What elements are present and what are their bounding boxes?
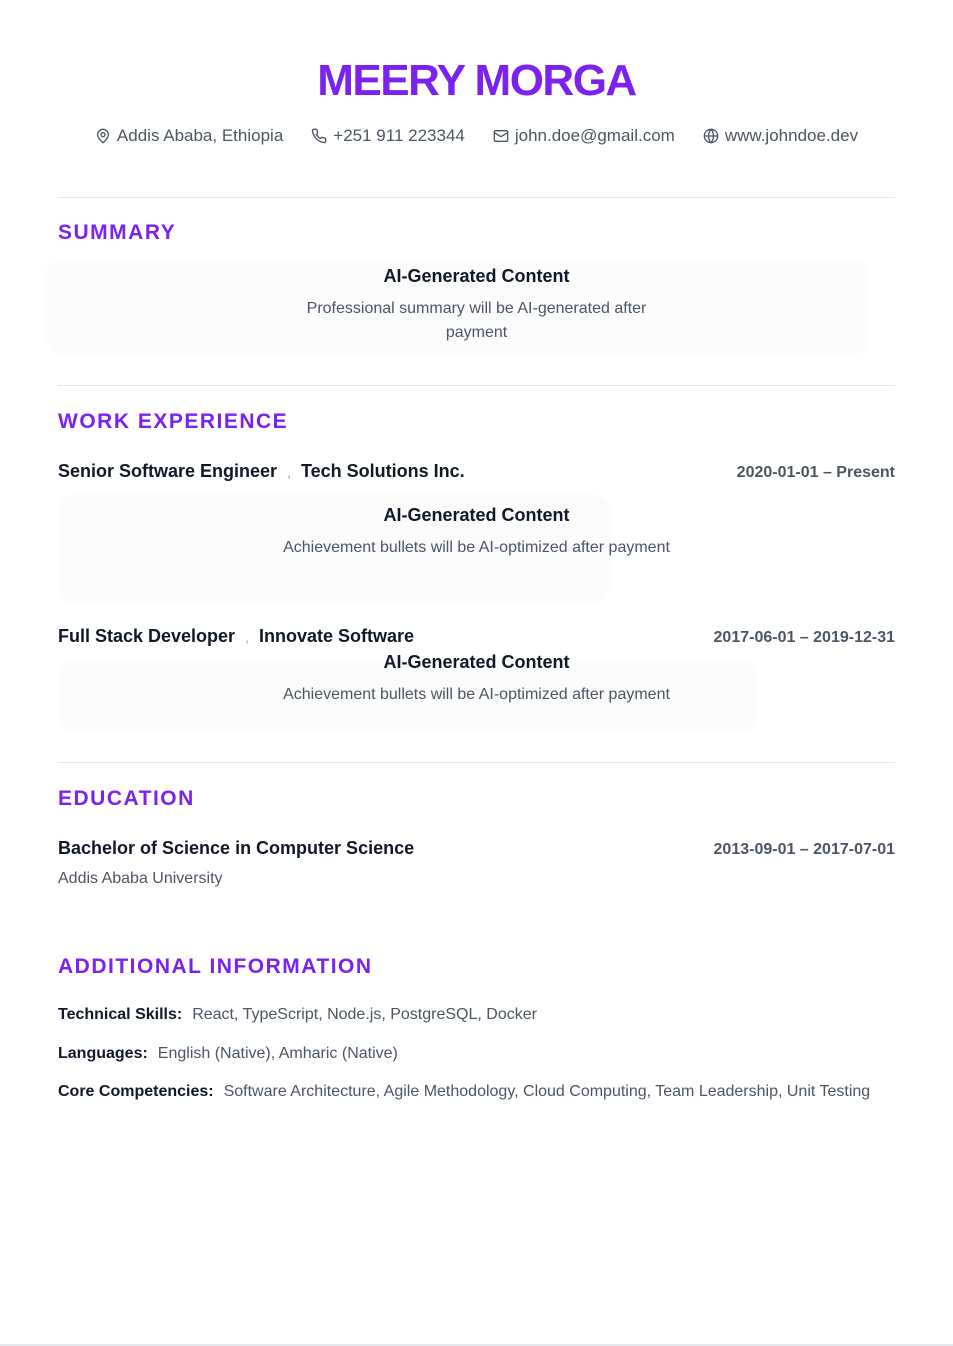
separator: , bbox=[287, 464, 291, 480]
candidate-name: MEERY MORGA bbox=[317, 56, 636, 105]
info-label: Core Competencies: bbox=[58, 1083, 214, 1100]
ai-content-note: Achievement bullets will be AI-optimized after payment bbox=[283, 539, 670, 556]
ai-content-note: Professional summary will be AI-generated after payment bbox=[306, 300, 647, 341]
contact-phone bbox=[311, 126, 465, 146]
additional-heading: ADDITIONAL INFORMATION bbox=[58, 955, 373, 978]
education-heading: EDUCATION bbox=[58, 787, 195, 810]
contact-website bbox=[703, 126, 858, 146]
website-text: www.johndoe.dev bbox=[724, 126, 859, 145]
email-text: john.doe@gmail.com bbox=[514, 126, 675, 145]
summary-heading: SUMMARY bbox=[58, 221, 177, 244]
job-dates: 2020-01-01 – Present bbox=[736, 464, 895, 481]
job-role: Senior Software Engineer bbox=[58, 461, 278, 481]
education-dates: 2013-09-01 – 2017-07-01 bbox=[713, 841, 895, 858]
education-header bbox=[58, 838, 895, 859]
job-header bbox=[58, 626, 895, 647]
mail-icon bbox=[493, 128, 509, 144]
contact-location bbox=[95, 126, 283, 146]
separator: , bbox=[245, 629, 249, 645]
job-header bbox=[58, 461, 895, 482]
phone-text: +251 911 223344 bbox=[333, 126, 465, 145]
degree: Bachelor of Science in Computer Science bbox=[58, 838, 415, 858]
divider bbox=[58, 197, 895, 198]
info-row-languages bbox=[58, 1042, 895, 1066]
ai-content-note: Achievement bullets will be AI-optimized after payment bbox=[283, 686, 670, 703]
summary-ai-placeholder bbox=[58, 266, 895, 345]
contact-bar bbox=[58, 126, 895, 146]
ai-content-title: AI-Generated Content bbox=[383, 266, 570, 286]
map-pin-icon bbox=[95, 128, 111, 144]
job-role: Full Stack Developer bbox=[58, 626, 236, 646]
phone-icon bbox=[311, 128, 327, 144]
info-label: Technical Skills: bbox=[58, 1006, 183, 1023]
school: Addis Ababa University bbox=[58, 870, 223, 887]
divider bbox=[58, 762, 895, 763]
job-company: Tech Solutions Inc. bbox=[300, 461, 465, 481]
info-value: English (Native), Amharic (Native) bbox=[157, 1045, 398, 1062]
globe-icon bbox=[703, 128, 719, 144]
info-row-core-competencies bbox=[58, 1080, 895, 1104]
job-company: Innovate Software bbox=[258, 626, 414, 646]
job-ai-placeholder bbox=[58, 652, 895, 707]
experience-heading: WORK EXPERIENCE bbox=[58, 410, 289, 433]
contact-email bbox=[493, 126, 675, 146]
info-value: Software Architecture, Agile Methodology, Cloud Computing, Team Leadership, Unit Testing bbox=[223, 1083, 871, 1100]
divider bbox=[58, 385, 895, 386]
job-ai-placeholder bbox=[58, 505, 895, 560]
location-text: Addis Ababa, Ethiopia bbox=[116, 126, 284, 145]
info-value: React, TypeScript, Node.js, PostgreSQL, Docker bbox=[192, 1006, 537, 1023]
ai-content-title: AI-Generated Content bbox=[383, 505, 570, 525]
info-label: Languages: bbox=[58, 1045, 148, 1062]
ai-content-title: AI-Generated Content bbox=[383, 652, 570, 672]
info-row-technical-skills bbox=[58, 1003, 895, 1027]
job-dates: 2017-06-01 – 2019-12-31 bbox=[713, 629, 895, 646]
